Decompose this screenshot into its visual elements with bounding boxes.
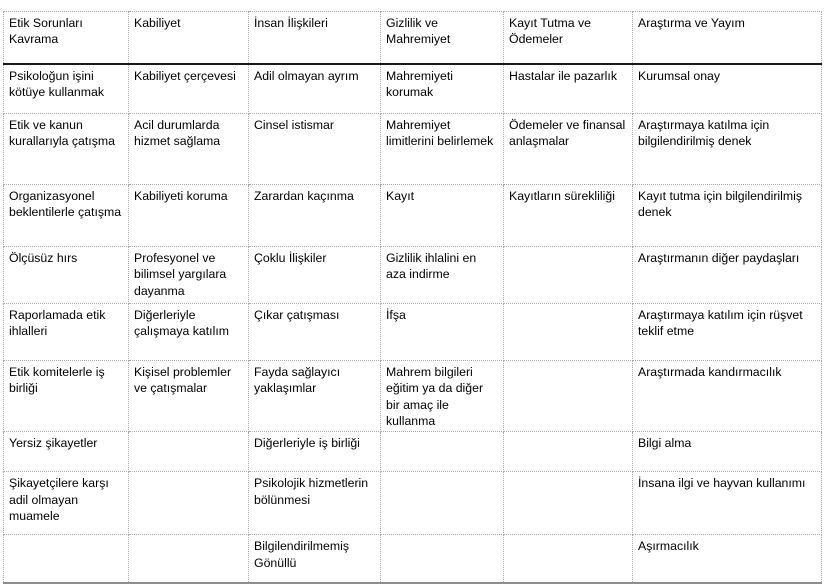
- table-row: [4, 185, 822, 247]
- column-header-arastirma-ve-yayim: [633, 12, 822, 65]
- cell-arastirma: Araştırmaya katılma için bilgilendirilmiş denek: [633, 114, 822, 185]
- table-row: [4, 64, 822, 114]
- cell-insan-iliskileri: Fayda sağlayıcı yaklaşımlar: [249, 361, 381, 432]
- cell-insan-iliskileri: Psikolojik hizmetlerin bölünmesi: [249, 472, 381, 535]
- header-row: [4, 12, 822, 65]
- header-line-1: Etik Sorunları: [9, 16, 83, 30]
- cell-kayit-tutma: [504, 304, 633, 361]
- column-header-insan-iliskileri: [249, 12, 381, 65]
- cell-kayit-tutma: [504, 432, 633, 472]
- cell-kavrama: [4, 535, 129, 584]
- cell-gizlilik: [381, 535, 504, 584]
- cell-kayit-tutma: [504, 472, 633, 535]
- column-header-kabiliyet: [129, 12, 249, 65]
- cell-kabiliyet: [129, 472, 249, 535]
- cell-kayit-tutma: Ödemeler ve finansal anlaşmalar: [504, 114, 633, 185]
- cell-arastirma: Araştırmada kandırmacılık: [633, 361, 822, 432]
- cell-kavrama: Şikayetçilere karşı adil olmayan muamele: [4, 472, 129, 535]
- cell-gizlilik: Mahrem bilgileri eğitim ya da diğer bir amaç ile kullanma: [381, 361, 504, 432]
- ethics-issues-table: [3, 11, 822, 584]
- cell-insan-iliskileri: Cinsel istismar: [249, 114, 381, 185]
- cell-kabiliyet: [129, 432, 249, 472]
- cell-gizlilik: Kayıt: [381, 185, 504, 247]
- column-header-gizlilik-ve-mahremiyet: [381, 12, 504, 65]
- table-row: [4, 472, 822, 535]
- header-line-1: Kayıt Tutma ve: [509, 16, 592, 30]
- table-row: [4, 247, 822, 304]
- cell-kavrama: Yersiz şikayetler: [4, 432, 129, 472]
- cell-arastirma: Aşırmacılık: [633, 535, 822, 584]
- cell-kavrama: Ölçüsüz hırs: [4, 247, 129, 304]
- cell-kavrama: Etik komitelerle iş birliği: [4, 361, 129, 432]
- cell-kabiliyet: Kişisel problemler ve çatışmalar: [129, 361, 249, 432]
- table-body: [4, 64, 822, 583]
- cell-gizlilik: İfşa: [381, 304, 504, 361]
- cell-gizlilik: Mahremiyet limitlerini belirlemek: [381, 114, 504, 185]
- table-row: [4, 114, 822, 185]
- cell-kabiliyet: Kabiliyeti koruma: [129, 185, 249, 247]
- header-line-1: Gizlilik ve: [386, 16, 438, 30]
- cell-gizlilik: [381, 432, 504, 472]
- cell-insan-iliskileri: Zarardan kaçınma: [249, 185, 381, 247]
- cell-insan-iliskileri: Çoklu İlişkiler: [249, 247, 381, 304]
- header-line-2: Ödemeler: [509, 32, 563, 47]
- cell-gizlilik: Mahremiyeti korumak: [381, 64, 504, 114]
- cell-arastirma: Bilgi alma: [633, 432, 822, 472]
- header-line-2: Araştırma ve Yayım: [638, 16, 745, 30]
- cell-insan-iliskileri: Adil olmayan ayrım: [249, 64, 381, 114]
- cell-kavrama: Raporlamada etik ihlalleri: [4, 304, 129, 361]
- header-line-2: İnsan İlişkileri: [254, 16, 328, 30]
- header-line-2: Mahremiyet: [386, 32, 451, 47]
- header-line-2: Kavrama: [9, 32, 59, 47]
- cell-kayit-tutma: [504, 247, 633, 304]
- cell-insan-iliskileri: Çıkar çatışması: [249, 304, 381, 361]
- cell-arastirma: Araştırmaya katılım için rüşvet teklif etme: [633, 304, 822, 361]
- cell-gizlilik: Gizlilik ihlalini en aza indirme: [381, 247, 504, 304]
- cell-kavrama: Organizasyonel beklentilerle çatışma: [4, 185, 129, 247]
- header-line-2: Kabiliyet: [134, 16, 181, 30]
- column-header-etik-sorunlari-kavrama: [4, 12, 129, 65]
- cell-kavrama: Psikoloğun işini kötüye kullanmak: [4, 64, 129, 114]
- cell-arastirma: Araştırmanın diğer paydaşları: [633, 247, 822, 304]
- cell-kayit-tutma: [504, 361, 633, 432]
- cell-kabiliyet: Acil durumlarda hizmet sağlama: [129, 114, 249, 185]
- cell-kabiliyet: Kabiliyet çerçevesi: [129, 64, 249, 114]
- cell-kavrama: Etik ve kanun kurallarıyla çatışma: [4, 114, 129, 185]
- cell-insan-iliskileri: Bilgilendirilmemiş Gönüllü: [249, 535, 381, 584]
- cell-kayit-tutma: Kayıtların sürekliliği: [504, 185, 633, 247]
- cell-arastirma: İnsana ilgi ve hayvan kullanımı: [633, 472, 822, 535]
- cell-kayit-tutma: Hastalar ile pazarlık: [504, 64, 633, 114]
- cell-kabiliyet: [129, 535, 249, 584]
- table-row: [4, 535, 822, 584]
- cell-kayit-tutma: [504, 535, 633, 584]
- cell-kabiliyet: Profesyonel ve bilimsel yargılara dayanma: [129, 247, 249, 304]
- cell-arastirma: Kayıt tutma için bilgilendirilmiş denek: [633, 185, 822, 247]
- cell-insan-iliskileri: Diğerleriyle iş birliği: [249, 432, 381, 472]
- table-row: [4, 432, 822, 472]
- table-header: [4, 12, 822, 65]
- table-row: [4, 304, 822, 361]
- cell-arastirma: Kurumsal onay: [633, 64, 822, 114]
- cell-gizlilik: [381, 472, 504, 535]
- column-header-kayit-tutma-ve-odemeler: [504, 12, 633, 65]
- table-row: [4, 361, 822, 432]
- cell-kabiliyet: Diğerleriyle çalışmaya katılım: [129, 304, 249, 361]
